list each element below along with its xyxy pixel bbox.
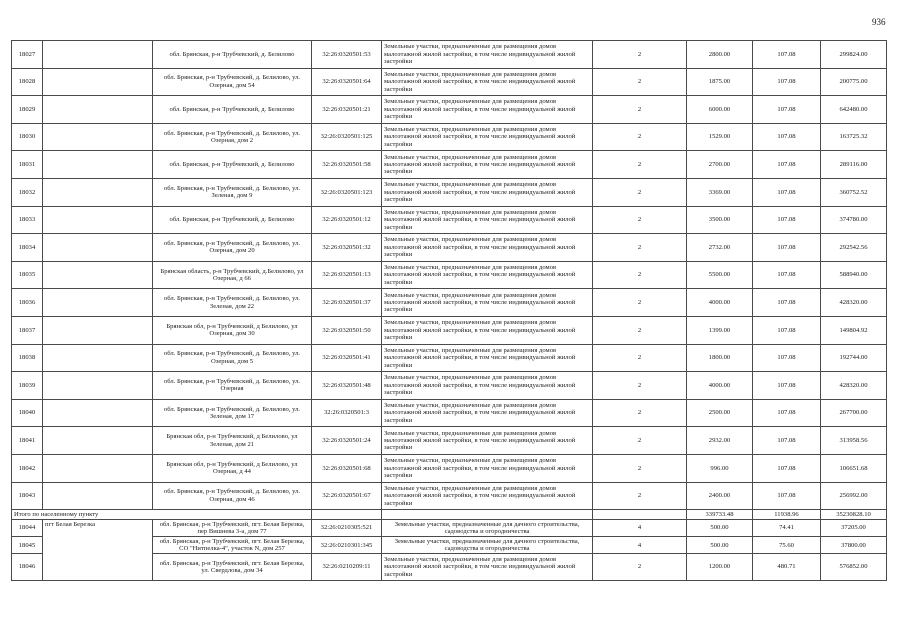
cadastral-number-cell: 32:26:0320501:125 bbox=[312, 123, 382, 151]
table-row bbox=[12, 316, 887, 344]
table-row bbox=[12, 41, 887, 69]
use-group-cell: 2 bbox=[593, 178, 687, 206]
summary-empty-cell bbox=[312, 510, 382, 520]
cadastral-number-cell: 32:26:0320501:64 bbox=[312, 68, 382, 96]
area-cell: 1399.00 bbox=[687, 316, 753, 344]
table-row bbox=[12, 344, 887, 372]
unit-value-cell: 107.08 bbox=[753, 178, 821, 206]
land-use-cell: Земельные участки, предназначенные для размещения домов малоэтажной жилой застройки, в том числе индивидуальной жилой застройки bbox=[382, 96, 593, 124]
summary-empty-cell bbox=[593, 510, 687, 520]
cadastral-number-cell: 32:26:0320501:68 bbox=[312, 454, 382, 482]
locality-cell bbox=[43, 41, 153, 69]
locality-cell bbox=[43, 234, 153, 262]
cadastral-value-cell: 106651.68 bbox=[821, 454, 887, 482]
unit-value-cell: 107.08 bbox=[753, 316, 821, 344]
area-cell: 1800.00 bbox=[687, 344, 753, 372]
summary-label: Итого по населенному пункту bbox=[12, 510, 312, 520]
address-cell: обл. Брянская, р-н Трубчевский, пгт. Белая Березка, ул. Свердлова, дом 34 bbox=[153, 554, 312, 580]
cadastral-number-cell: 32:26:0320501:3 bbox=[312, 399, 382, 427]
cadastral-value-cell: 588940.00 bbox=[821, 261, 887, 289]
land-use-cell: Земельные участки, предназначенные для размещения домов малоэтажной жилой застройки, в том числе индивидуальной жилой застройки bbox=[382, 178, 593, 206]
unit-value-cell: 107.08 bbox=[753, 427, 821, 455]
table-row bbox=[12, 482, 887, 510]
page-number: 936 bbox=[872, 17, 886, 27]
cadastral-number-cell: 32:26:0320501:37 bbox=[312, 289, 382, 317]
land-use-cell: Земельные участки, предназначенные для размещения домов малоэтажной жилой застройки, в том числе индивидуальной жилой застройки bbox=[382, 454, 593, 482]
land-use-cell: Земельные участки, предназначенные для размещения домов малоэтажной жилой застройки, в том числе индивидуальной жилой застройки bbox=[382, 344, 593, 372]
cadastral-number-cell: 32:26:0320501:48 bbox=[312, 372, 382, 400]
area-cell: 1529.00 bbox=[687, 123, 753, 151]
use-group-cell: 2 bbox=[593, 96, 687, 124]
address-cell: обл. Брянская, р-н Трубчевский, д. Белилово, ул. Озерная, дом 5 bbox=[153, 344, 312, 372]
area-cell: 2500.00 bbox=[687, 399, 753, 427]
summary-empty-cell bbox=[382, 510, 593, 520]
land-use-cell: Земельные участки, предназначенные для дачного строительства, садоводства и огородничества bbox=[382, 520, 593, 537]
land-use-cell: Земельные участки, предназначенные для размещения домов малоэтажной жилой застройки, в том числе индивидуальной жилой застройки bbox=[382, 41, 593, 69]
land-use-cell: Земельные участки, предназначенные для размещения домов малоэтажной жилой застройки, в том числе индивидуальной жилой застройки bbox=[382, 554, 593, 580]
land-use-cell: Земельные участки, предназначенные для размещения домов малоэтажной жилой застройки, в том числе индивидуальной жилой застройки bbox=[382, 482, 593, 510]
address-cell: обл. Брянская, р-н Трубчевский, д. Белилово bbox=[153, 151, 312, 179]
unit-value-cell: 107.08 bbox=[753, 261, 821, 289]
area-cell: 5500.00 bbox=[687, 261, 753, 289]
address-cell: обл. Брянская, р-н Трубчевский, д. Белилово, ул. Озерная, дом 20 bbox=[153, 234, 312, 262]
use-group-cell: 2 bbox=[593, 399, 687, 427]
row-number-cell: 18032 bbox=[12, 178, 43, 206]
area-cell: 4000.00 bbox=[687, 289, 753, 317]
cadastral-value-cell: 200775.00 bbox=[821, 68, 887, 96]
cadastral-value-cell: 163725.32 bbox=[821, 123, 887, 151]
table-row bbox=[12, 68, 887, 96]
use-group-cell: 2 bbox=[593, 316, 687, 344]
unit-value-cell: 74.41 bbox=[753, 520, 821, 537]
address-cell: Брянская обл, р-н Трубчевский, д Белилово, ул Озерная, д 44 bbox=[153, 454, 312, 482]
unit-value-cell: 480.71 bbox=[753, 554, 821, 580]
area-cell: 2800.00 bbox=[687, 41, 753, 69]
locality-cell bbox=[43, 482, 153, 510]
address-cell: Брянская обл, р-н Трубчевский, д Белилово, ул Озерная, дом 30 bbox=[153, 316, 312, 344]
cadastral-value-cell: 37800.00 bbox=[821, 537, 887, 554]
locality-cell bbox=[43, 151, 153, 179]
summary-area-cell: 339733.48 bbox=[687, 510, 753, 520]
unit-value-cell: 107.08 bbox=[753, 123, 821, 151]
unit-value-cell: 107.08 bbox=[753, 206, 821, 234]
cadastral-value-cell: 37205.00 bbox=[821, 520, 887, 537]
use-group-cell: 2 bbox=[593, 206, 687, 234]
address-cell: Брянская обл, р-н Трубчевский, д Белилово, ул Зеленая, дом 21 bbox=[153, 427, 312, 455]
row-number-cell: 18040 bbox=[12, 399, 43, 427]
cadastral-number-cell: 32:26:0320501:13 bbox=[312, 261, 382, 289]
table-row bbox=[12, 178, 887, 206]
use-group-cell: 2 bbox=[593, 123, 687, 151]
locality-cell bbox=[43, 261, 153, 289]
row-number-cell: 18031 bbox=[12, 151, 43, 179]
row-number-cell: 18038 bbox=[12, 344, 43, 372]
table-row bbox=[12, 372, 887, 400]
land-use-cell: Земельные участки, предназначенные для размещения домов малоэтажной жилой застройки, в том числе индивидуальной жилой застройки bbox=[382, 289, 593, 317]
cadastral-value-cell: 313958.56 bbox=[821, 427, 887, 455]
address-cell: обл. Брянская, р-н Трубчевский, д. Белилово, ул. Зеленая, дом 17 bbox=[153, 399, 312, 427]
use-group-cell: 2 bbox=[593, 454, 687, 482]
cadastral-value-cell: 289116.00 bbox=[821, 151, 887, 179]
table-row bbox=[12, 96, 887, 124]
cadastral-number-cell: 32:26:0320501:53 bbox=[312, 41, 382, 69]
land-use-cell: Земельные участки, предназначенные для размещения домов малоэтажной жилой застройки, в том числе индивидуальной жилой застройки bbox=[382, 316, 593, 344]
unit-value-cell: 107.08 bbox=[753, 344, 821, 372]
cadastral-number-cell: 32:26:0320501:67 bbox=[312, 482, 382, 510]
table-row bbox=[12, 454, 887, 482]
cadastral-value-cell: 299824.00 bbox=[821, 41, 887, 69]
locality-cell bbox=[43, 289, 153, 317]
area-cell: 2700.00 bbox=[687, 151, 753, 179]
row-number-cell: 18037 bbox=[12, 316, 43, 344]
cadastral-value-cell: 428320.00 bbox=[821, 372, 887, 400]
cadastral-value-cell: 267700.00 bbox=[821, 399, 887, 427]
row-number-cell: 18044 bbox=[12, 520, 43, 537]
locality-cell bbox=[43, 399, 153, 427]
table-row bbox=[12, 520, 887, 537]
area-cell: 2932.00 bbox=[687, 427, 753, 455]
locality-cell bbox=[43, 96, 153, 124]
cadastral-value-cell: 360752.52 bbox=[821, 178, 887, 206]
row-number-cell: 18041 bbox=[12, 427, 43, 455]
locality-cell bbox=[43, 178, 153, 206]
unit-value-cell: 107.08 bbox=[753, 372, 821, 400]
cadastral-value-cell: 374780.00 bbox=[821, 206, 887, 234]
row-number-cell: 18045 bbox=[12, 537, 43, 554]
land-use-cell: Земельные участки, предназначенные для размещения домов малоэтажной жилой застройки, в том числе индивидуальной жилой застройки bbox=[382, 372, 593, 400]
address-cell: обл. Брянская, р-н Трубчевский, д. Белилово bbox=[153, 206, 312, 234]
use-group-cell: 2 bbox=[593, 427, 687, 455]
land-use-cell: Земельные участки, предназначенные для дачного строительства, садоводства и огородничества bbox=[382, 537, 593, 554]
area-cell: 2400.00 bbox=[687, 482, 753, 510]
use-group-cell: 2 bbox=[593, 482, 687, 510]
area-cell: 500.00 bbox=[687, 537, 753, 554]
unit-value-cell: 107.08 bbox=[753, 482, 821, 510]
address-cell: обл. Брянская, р-н Трубчевский, д. Белилово, ул. Озерная, дом 46 bbox=[153, 482, 312, 510]
land-use-cell: Земельные участки, предназначенные для размещения домов малоэтажной жилой застройки, в том числе индивидуальной жилой застройки bbox=[382, 151, 593, 179]
land-use-cell: Земельные участки, предназначенные для размещения домов малоэтажной жилой застройки, в том числе индивидуальной жилой застройки bbox=[382, 123, 593, 151]
unit-value-cell: 107.08 bbox=[753, 234, 821, 262]
address-cell: обл. Брянская, р-н Трубчевский, пгт. Белая Березка, СО "Нитпелка-4", участок N, дом 257 bbox=[153, 537, 312, 554]
row-number-cell: 18028 bbox=[12, 68, 43, 96]
cadastral-number-cell: 32:26:0320501:50 bbox=[312, 316, 382, 344]
land-use-cell: Земельные участки, предназначенные для размещения домов малоэтажной жилой застройки, в том числе индивидуальной жилой застройки bbox=[382, 68, 593, 96]
unit-value-cell: 107.08 bbox=[753, 151, 821, 179]
summary-row bbox=[12, 510, 887, 520]
area-cell: 1875.00 bbox=[687, 68, 753, 96]
cadastral-value-cell: 292542.56 bbox=[821, 234, 887, 262]
area-cell: 3369.00 bbox=[687, 178, 753, 206]
locality-cell bbox=[43, 123, 153, 151]
table-row bbox=[12, 151, 887, 179]
address-cell: обл. Брянская, р-н Трубчевский, д. Белилово bbox=[153, 96, 312, 124]
cadastral-number-cell: 32:26:0320501:41 bbox=[312, 344, 382, 372]
locality-cell bbox=[43, 68, 153, 96]
summary-unit-value-cell: 11938.96 bbox=[753, 510, 821, 520]
unit-value-cell: 107.08 bbox=[753, 289, 821, 317]
address-cell: обл. Брянская, р-н Трубчевский, д. Белилово, ул. Озерная, дом 54 bbox=[153, 68, 312, 96]
area-cell: 6000.00 bbox=[687, 96, 753, 124]
address-cell: обл. Брянская, р-н Трубчевский, д. Белилово, ул. Озерная, дом 2 bbox=[153, 123, 312, 151]
unit-value-cell: 107.08 bbox=[753, 454, 821, 482]
unit-value-cell: 107.08 bbox=[753, 399, 821, 427]
table-row bbox=[12, 289, 887, 317]
row-number-cell: 18036 bbox=[12, 289, 43, 317]
locality-cell bbox=[43, 206, 153, 234]
locality-cell bbox=[43, 372, 153, 400]
row-number-cell: 18027 bbox=[12, 41, 43, 69]
table-row bbox=[12, 234, 887, 262]
cadastral-value-cell: 149804.92 bbox=[821, 316, 887, 344]
use-group-cell: 2 bbox=[593, 344, 687, 372]
table-row bbox=[12, 206, 887, 234]
use-group-cell: 2 bbox=[593, 68, 687, 96]
address-cell: обл. Брянская, р-н Трубчевский, д. Белилово bbox=[153, 41, 312, 69]
cadastral-number-cell: 32:26:0320501:12 bbox=[312, 206, 382, 234]
use-group-cell: 2 bbox=[593, 41, 687, 69]
summary-total-cell: 35230828.10 bbox=[821, 510, 887, 520]
area-cell: 2732.00 bbox=[687, 234, 753, 262]
cadastral-value-cell: 256992.00 bbox=[821, 482, 887, 510]
land-use-cell: Земельные участки, предназначенные для размещения домов малоэтажной жилой застройки, в том числе индивидуальной жилой застройки bbox=[382, 206, 593, 234]
address-cell: обл. Брянская, р-н Трубчевский, пгт. Белая Березка, пер Вишнева 3-а, дом 77 bbox=[153, 520, 312, 537]
cadastral-number-cell: 32:26:0210209:11 bbox=[312, 554, 382, 580]
row-number-cell: 18030 bbox=[12, 123, 43, 151]
address-cell: обл. Брянская, р-н Трубчевский, д. Белилово, ул. Зеленая, дом 22 bbox=[153, 289, 312, 317]
address-cell: обл. Брянская, р-н Трубчевский, д. Белилово, ул. Зеленая, дом 9 bbox=[153, 178, 312, 206]
row-number-cell: 18042 bbox=[12, 454, 43, 482]
land-use-cell: Земельные участки, предназначенные для размещения домов малоэтажной жилой застройки, в том числе индивидуальной жилой застройки bbox=[382, 399, 593, 427]
locality-cell bbox=[43, 427, 153, 455]
locality-cell bbox=[43, 344, 153, 372]
table-row bbox=[12, 261, 887, 289]
cadastral-number-cell: 32:26:0320501:123 bbox=[312, 178, 382, 206]
cadastral-number-cell: 32:26:0320501:21 bbox=[312, 96, 382, 124]
use-group-cell: 2 bbox=[593, 289, 687, 317]
use-group-cell: 4 bbox=[593, 537, 687, 554]
land-use-cell: Земельные участки, предназначенные для размещения домов малоэтажной жилой застройки, в том числе индивидуальной жилой застройки bbox=[382, 427, 593, 455]
address-cell: обл. Брянская, р-н Трубчевский, д. Белилово, ул. Озерная bbox=[153, 372, 312, 400]
cadastral-value-cell: 428320.00 bbox=[821, 289, 887, 317]
locality-cell bbox=[43, 316, 153, 344]
use-group-cell: 2 bbox=[593, 554, 687, 580]
use-group-cell: 2 bbox=[593, 372, 687, 400]
cadastral-number-cell: 32:26:0210301:345 bbox=[312, 537, 382, 554]
cadastral-registry-table bbox=[11, 40, 887, 581]
table-row bbox=[12, 427, 887, 455]
row-number-cell: 18033 bbox=[12, 206, 43, 234]
use-group-cell: 2 bbox=[593, 261, 687, 289]
unit-value-cell: 107.08 bbox=[753, 68, 821, 96]
cadastral-value-cell: 576852.00 bbox=[821, 554, 887, 580]
cadastral-number-cell: 32:26:0320501:58 bbox=[312, 151, 382, 179]
unit-value-cell: 107.08 bbox=[753, 41, 821, 69]
locality-cell: пгт Белая Березка bbox=[43, 520, 153, 581]
unit-value-cell: 107.08 bbox=[753, 96, 821, 124]
area-cell: 3500.00 bbox=[687, 206, 753, 234]
area-cell: 500.00 bbox=[687, 520, 753, 537]
use-group-cell: 2 bbox=[593, 234, 687, 262]
row-number-cell: 18035 bbox=[12, 261, 43, 289]
cadastral-number-cell: 32:26:0210305:521 bbox=[312, 520, 382, 537]
table-row bbox=[12, 123, 887, 151]
row-number-cell: 18034 bbox=[12, 234, 43, 262]
use-group-cell: 2 bbox=[593, 151, 687, 179]
unit-value-cell: 75.60 bbox=[753, 537, 821, 554]
cadastral-value-cell: 192744.00 bbox=[821, 344, 887, 372]
area-cell: 4000.00 bbox=[687, 372, 753, 400]
address-cell: Брянская область, р-н Трубчевский, д.Белилово, ул Озерная, д 66 bbox=[153, 261, 312, 289]
area-cell: 1200.00 bbox=[687, 554, 753, 580]
use-group-cell: 4 bbox=[593, 520, 687, 537]
land-use-cell: Земельные участки, предназначенные для размещения домов малоэтажной жилой застройки, в том числе индивидуальной жилой застройки bbox=[382, 261, 593, 289]
row-number-cell: 18046 bbox=[12, 554, 43, 580]
table-row bbox=[12, 399, 887, 427]
land-use-cell: Земельные участки, предназначенные для размещения домов малоэтажной жилой застройки, в том числе индивидуальной жилой застройки bbox=[382, 234, 593, 262]
locality-cell bbox=[43, 454, 153, 482]
row-number-cell: 18029 bbox=[12, 96, 43, 124]
cadastral-number-cell: 32:26:0320501:32 bbox=[312, 234, 382, 262]
row-number-cell: 18039 bbox=[12, 372, 43, 400]
row-number-cell: 18043 bbox=[12, 482, 43, 510]
area-cell: 996.00 bbox=[687, 454, 753, 482]
cadastral-value-cell: 642480.00 bbox=[821, 96, 887, 124]
cadastral-number-cell: 32:26:0320501:24 bbox=[312, 427, 382, 455]
